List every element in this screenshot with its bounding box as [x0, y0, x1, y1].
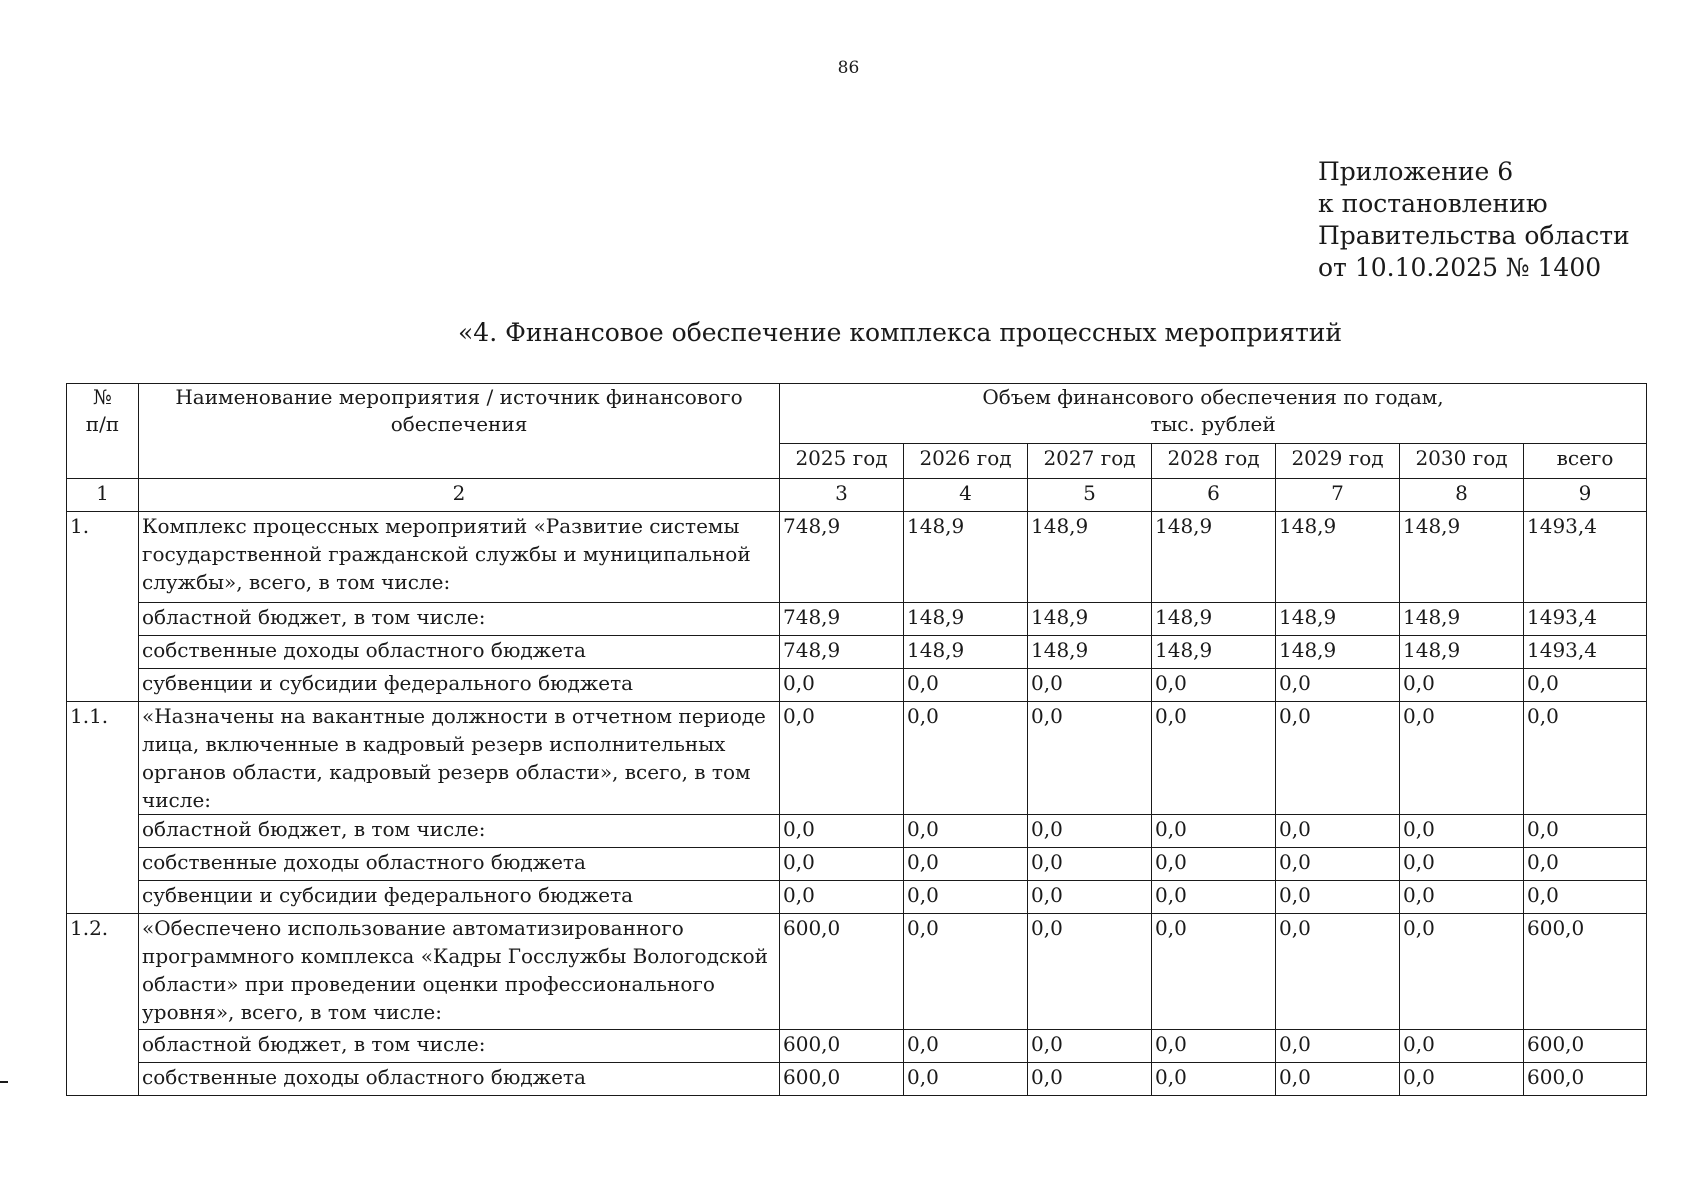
cell-value: 148,9 — [1276, 512, 1400, 603]
row-name: областной бюджет, в том числе: — [139, 1030, 780, 1063]
cell-value: 0,0 — [1400, 914, 1524, 1030]
cell-value: 0,0 — [904, 914, 1028, 1030]
column-number: 5 — [1028, 479, 1152, 512]
cell-value: 148,9 — [1276, 636, 1400, 669]
scan-edge-mark — [0, 1081, 8, 1083]
header-number-line1: № — [93, 385, 112, 409]
cell-value: 148,9 — [1028, 603, 1152, 636]
cell-total: 0,0 — [1524, 815, 1647, 848]
table-row — [67, 636, 1647, 669]
cell-value: 0,0 — [1152, 1063, 1276, 1096]
cell-value: 148,9 — [1400, 636, 1524, 669]
column-number: 4 — [904, 479, 1028, 512]
cell-value: 0,0 — [1276, 1063, 1400, 1096]
cell-value: 148,9 — [1028, 636, 1152, 669]
cell-value: 148,9 — [904, 512, 1028, 603]
cell-value: 0,0 — [1400, 848, 1524, 881]
row-name: «Обеспечено использование автоматизированного программного комплекса «Кадры Госслужбы Вологодской области» при проведении оценки профессионального уровня», всего, в том числе: — [139, 914, 780, 1030]
header-year: 2025 год — [780, 444, 904, 479]
header-name-line1: Наименование мероприятия / источник финансового — [175, 385, 743, 409]
cell-value: 148,9 — [1400, 603, 1524, 636]
cell-value: 0,0 — [1152, 702, 1276, 815]
column-number: 6 — [1152, 479, 1276, 512]
header-volume — [780, 384, 1647, 444]
cell-value: 0,0 — [780, 702, 904, 815]
header-year: 2026 год — [904, 444, 1028, 479]
cell-total: 600,0 — [1524, 1063, 1647, 1096]
cell-value: 0,0 — [1028, 881, 1152, 914]
cell-total: 0,0 — [1524, 702, 1647, 815]
cell-value: 0,0 — [1400, 815, 1524, 848]
column-number: 2 — [139, 479, 780, 512]
header-name-line2: обеспечения — [390, 412, 528, 436]
table-row — [67, 702, 1647, 815]
header-year: 2030 год — [1400, 444, 1524, 479]
cell-value: 0,0 — [1028, 848, 1152, 881]
cell-value: 0,0 — [904, 848, 1028, 881]
cell-value: 0,0 — [1028, 1030, 1152, 1063]
cell-value: 0,0 — [1276, 914, 1400, 1030]
cell-value: 0,0 — [904, 669, 1028, 702]
column-number: 3 — [780, 479, 904, 512]
cell-value: 0,0 — [904, 702, 1028, 815]
header-total: всего — [1524, 444, 1647, 479]
cell-value: 148,9 — [1400, 512, 1524, 603]
cell-value: 0,0 — [1028, 1063, 1152, 1096]
cell-value: 0,0 — [904, 815, 1028, 848]
cell-value: 0,0 — [1152, 1030, 1276, 1063]
row-number: 1. — [67, 512, 139, 702]
cell-value: 148,9 — [1152, 603, 1276, 636]
cell-value: 0,0 — [1152, 848, 1276, 881]
cell-value: 148,9 — [904, 636, 1028, 669]
cell-value: 0,0 — [904, 1030, 1028, 1063]
cell-total: 0,0 — [1524, 848, 1647, 881]
appendix-block — [1318, 156, 1630, 284]
cell-value: 0,0 — [1028, 702, 1152, 815]
cell-value: 600,0 — [780, 914, 904, 1030]
cell-value: 148,9 — [1152, 512, 1276, 603]
cell-value: 0,0 — [904, 881, 1028, 914]
table-row — [67, 603, 1647, 636]
cell-value: 0,0 — [780, 848, 904, 881]
cell-value: 0,0 — [780, 815, 904, 848]
cell-value: 0,0 — [1276, 881, 1400, 914]
cell-value: 0,0 — [1400, 669, 1524, 702]
cell-value: 0,0 — [1276, 848, 1400, 881]
cell-value: 0,0 — [1028, 914, 1152, 1030]
row-name: «Назначены на вакантные должности в отчетном периоде лица, включенные в кадровый резерв исполнительных органов области, кадровый резерв области», всего, в том числе: — [139, 702, 780, 815]
cell-value: 0,0 — [1152, 881, 1276, 914]
row-number: 1.2. — [67, 914, 139, 1096]
cell-value: 148,9 — [1152, 636, 1276, 669]
row-name: субвенции и субсидии федерального бюджета — [139, 669, 780, 702]
cell-value: 148,9 — [904, 603, 1028, 636]
appendix-line: от 10.10.2025 № 1400 — [1318, 253, 1602, 282]
cell-value: 148,9 — [1276, 603, 1400, 636]
table-row — [67, 815, 1647, 848]
column-number: 8 — [1400, 479, 1524, 512]
cell-value: 0,0 — [1028, 669, 1152, 702]
cell-value: 748,9 — [780, 603, 904, 636]
row-number: 1.1. — [67, 702, 139, 914]
cell-value: 0,0 — [1276, 702, 1400, 815]
cell-value: 0,0 — [1028, 815, 1152, 848]
table-row — [67, 881, 1647, 914]
header-volume-line2: тыс. рублей — [1150, 412, 1276, 436]
header-year: 2028 год — [1152, 444, 1276, 479]
table-row — [67, 848, 1647, 881]
cell-value: 0,0 — [1276, 815, 1400, 848]
cell-value: 0,0 — [780, 669, 904, 702]
cell-total: 0,0 — [1524, 881, 1647, 914]
cell-total: 1493,4 — [1524, 636, 1647, 669]
page-number: 86 — [837, 58, 860, 78]
header-name — [139, 384, 780, 479]
header-number — [67, 384, 139, 479]
column-number: 1 — [67, 479, 139, 512]
table-row — [67, 512, 1647, 603]
table-row — [67, 914, 1647, 1030]
header-year: 2027 год — [1028, 444, 1152, 479]
cell-value: 148,9 — [1028, 512, 1152, 603]
section-title: «4. Финансовое обеспечение комплекса процессных мероприятий — [458, 318, 1343, 347]
cell-value: 0,0 — [1400, 1063, 1524, 1096]
appendix-line: Приложение 6 — [1318, 157, 1514, 186]
cell-value: 0,0 — [1400, 881, 1524, 914]
cell-value: 0,0 — [1276, 1030, 1400, 1063]
cell-value: 600,0 — [780, 1030, 904, 1063]
cell-total: 0,0 — [1524, 669, 1647, 702]
header-year: 2029 год — [1276, 444, 1400, 479]
cell-value: 0,0 — [1400, 702, 1524, 815]
column-number: 9 — [1524, 479, 1647, 512]
cell-value: 748,9 — [780, 636, 904, 669]
row-name: субвенции и субсидии федерального бюджета — [139, 881, 780, 914]
cell-value: 0,0 — [780, 881, 904, 914]
cell-value: 0,0 — [1152, 914, 1276, 1030]
row-name: областной бюджет, в том числе: — [139, 603, 780, 636]
cell-value: 0,0 — [1276, 669, 1400, 702]
cell-value: 600,0 — [780, 1063, 904, 1096]
row-name: Комплекс процессных мероприятий «Развитие системы государственной гражданской службы и муниципальной службы», всего, в том числе: — [139, 512, 780, 603]
cell-total: 600,0 — [1524, 914, 1647, 1030]
row-name: областной бюджет, в том числе: — [139, 815, 780, 848]
row-name: собственные доходы областного бюджета — [139, 636, 780, 669]
header-number-line2: п/п — [85, 412, 120, 436]
appendix-line: Правительства области — [1318, 221, 1630, 250]
cell-value: 748,9 — [780, 512, 904, 603]
cell-total: 1493,4 — [1524, 512, 1647, 603]
cell-value: 0,0 — [904, 1063, 1028, 1096]
cell-total: 600,0 — [1524, 1030, 1647, 1063]
financing-table — [66, 383, 1647, 1096]
row-name: собственные доходы областного бюджета — [139, 848, 780, 881]
table-row — [67, 669, 1647, 702]
cell-value: 0,0 — [1152, 815, 1276, 848]
cell-value: 0,0 — [1400, 1030, 1524, 1063]
column-numbers-row — [67, 479, 1647, 512]
header-volume-line1: Объем финансового обеспечения по годам, — [982, 385, 1444, 409]
cell-value: 0,0 — [1152, 669, 1276, 702]
cell-total: 1493,4 — [1524, 603, 1647, 636]
table-row — [67, 1063, 1647, 1096]
appendix-line: к постановлению — [1318, 189, 1548, 218]
table-row — [67, 1030, 1647, 1063]
row-name: собственные доходы областного бюджета — [139, 1063, 780, 1096]
column-number: 7 — [1276, 479, 1400, 512]
